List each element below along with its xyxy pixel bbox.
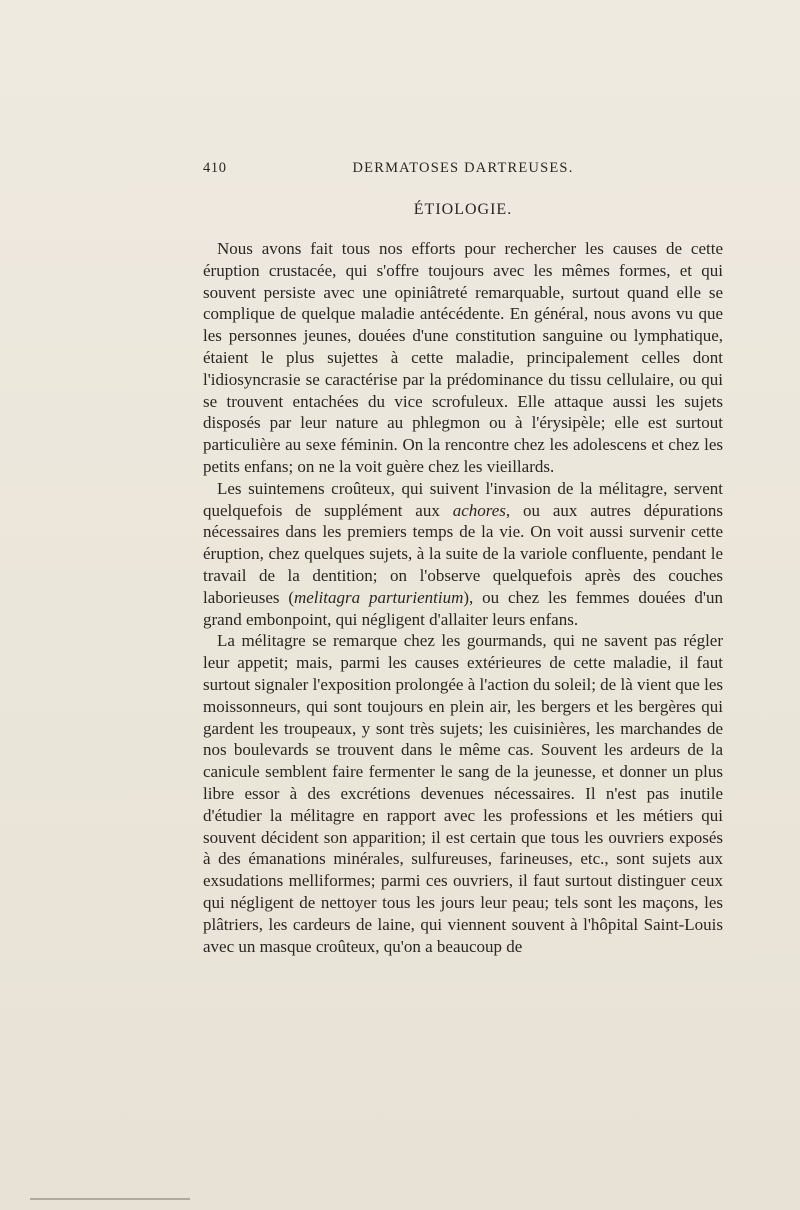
italic-term-achores: achores [452, 500, 506, 520]
italic-term-melitagra-parturientium: melitagra parturientium [293, 587, 464, 607]
page-number: 410 [203, 160, 227, 176]
page-header [203, 158, 723, 180]
paragraph-2-part-2: , ou aux autres dépurations nécessaires dans les premiers temps de la vie. On voit aussi survenir cette éruption, chez quelques sujets, à la suite de la variole confluente, pendant le travail de la dentition; on l'observe quelquefois après des couches laborieuses ( [203, 500, 723, 607]
paragraph-3: La mélitagre se remarque chez les gourmands, qui ne savent pas régler leur appetit; mais, parmi les causes extérieures de cette maladie, il faut surtout signaler l'exposition prolongée à l'action du soleil; de là vient que les moissonneurs, qui sont toujours en plein air, les bergers et les bergères qui gardent les troupeaux, y sont très sujets; les cuisinières, les marchandes de nos boulevards se trouvent dans le même cas. Souvent les ardeurs de la canicule semblent faire fermenter le sang de la jeunesse, et donner un plus libre essor à des excrétions devenues nécessaires. Il n'est pas inutile d'étudier la mélitagre en rapport avec les professions et les métiers qui souvent décident son apparition; il est certain que tous les ouvriers exposés à des émanations minérales, sulfureuses, farineuses, etc., sont sujets aux exsudations melliformes; parmi ces ouvriers, il faut surtout distinguer ceux qui négligent de nettoyer tous les jours leur peau; tels sont les maçons, les plâtriers, les cardeurs de laine, qui viennent souvent à l'hôpital Saint-Louis avec un masque croûteux, qu'on a beaucoup de [203, 631, 723, 956]
paragraph-2-part-1: Les suintemens croûteux, qui suivent l'invasion de la mélitagre, servent quelquefois de supplément aux [203, 478, 723, 520]
body-text [203, 238, 723, 957]
paragraph-2-part-3: ), ou chez les femmes douées d'un grand embonpoint, qui négligent d'allaiter leurs enfans. [203, 587, 723, 629]
paragraph-1: Nous avons fait tous nos efforts pour rechercher les causes de cette éruption crustacée, qui s'offre toujours avec les mêmes formes, et qui souvent persiste avec une opiniâtreté remarquable, surtout quand elle se complique de quelque maladie antécédente. En général, nous avons vu que les personnes jeunes, douées d'une constitution sanguine ou lymphatique, étaient le plus sujettes à cette maladie, principalement celles dont l'idiosyncrasie se caractérise par la prédominance du tissu cellulaire, ou qui se trouvent entachées du vice scrofuleux. Elle attaque aussi les sujets disposés par leur nature au phlegmon ou à l'érysipèle; elle est surtout particulière au sexe féminin. On la rencontre chez les adolescens et chez les petits enfans; on ne la voit guère chez les vieillards. [203, 239, 723, 476]
paragraph-2 [203, 478, 723, 631]
section-title: ÉTIOLOGIE. [413, 201, 513, 218]
running-head: DERMATOSES DARTREUSES. [352, 160, 574, 176]
page-edge-mark [30, 1198, 190, 1200]
